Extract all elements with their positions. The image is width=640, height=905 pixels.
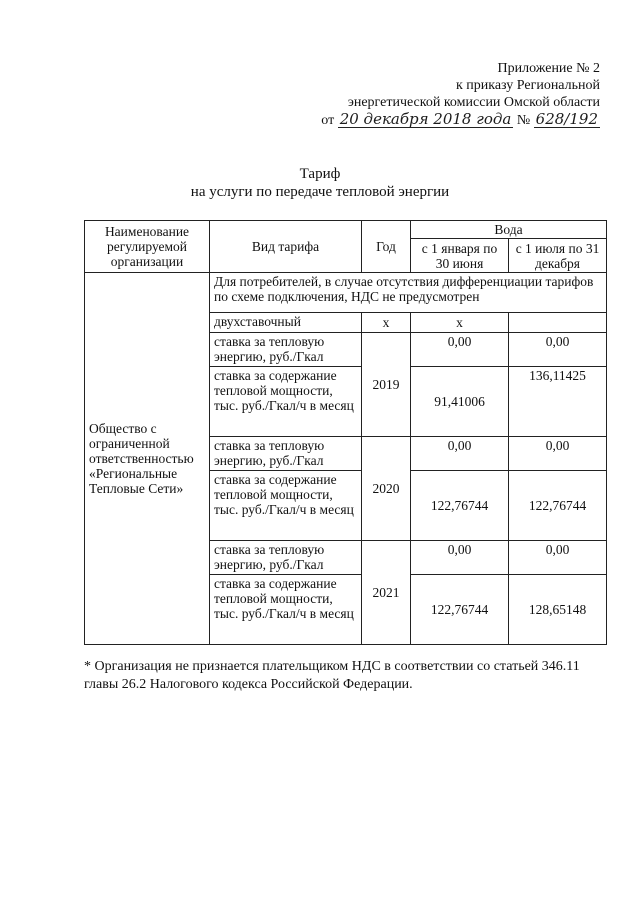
two-rate-period-2 <box>509 313 607 333</box>
appendix-header <box>321 60 600 129</box>
header-year: Год <box>362 221 411 273</box>
order-number-label: № <box>516 113 531 128</box>
vat-footnote: * Организация не признается плательщиком НДС в соответствии со статьей 346.11 главы 26.2 Налогового кодекса Российской Федерации. <box>84 659 580 692</box>
order-number-handwritten: 628/192 <box>535 110 598 128</box>
organization-name: Общество с ограниченной ответственностью «Региональные Тепловые Сети» <box>85 273 210 645</box>
title-main: Тариф <box>299 166 341 182</box>
capacity-rate-label: ставка за содержание тепловой мощности, тыс. руб./Гкал/ч в месяц <box>210 471 362 541</box>
capacity-rate-label: ставка за содержание тепловой мощности, тыс. руб./Гкал/ч в месяц <box>210 575 362 645</box>
two-rate-year: х <box>362 313 411 333</box>
energy-rate-period-1: 0,00 <box>411 437 509 471</box>
year-cell: 2020 <box>362 437 411 541</box>
header-organization: Наименование регулируемой организации <box>85 221 210 273</box>
year-cell: 2021 <box>362 541 411 645</box>
order-date-handwritten: 20 декабря 2018 года <box>339 110 512 128</box>
appendix-number: Приложение № 2 <box>497 61 600 76</box>
tariff-table <box>84 220 607 645</box>
energy-rate-period-1: 0,00 <box>411 541 509 575</box>
year-cell: 2019 <box>362 333 411 437</box>
capacity-rate-label: ставка за содержание тепловой мощности, тыс. руб./Гкал/ч в месяц <box>210 367 362 437</box>
capacity-rate-period-2: 136,11425 <box>509 367 607 437</box>
energy-rate-period-1: 0,00 <box>411 333 509 367</box>
capacity-rate-period-2: 122,76744 <box>509 471 607 541</box>
capacity-rate-period-1: 122,76744 <box>411 471 509 541</box>
two-rate-period-1: х <box>411 313 509 333</box>
energy-rate-label: ставка за тепловую энергию, руб./Гкал <box>210 333 362 367</box>
vat-note-row: Для потребителей, в случае отсутствия дифференциации тарифов по схеме подключения, НДС не предусмотрен <box>210 273 607 313</box>
header-period-1: с 1 января по 30 июня <box>411 239 509 273</box>
order-reference: к приказу Региональной <box>455 78 600 93</box>
header-tariff-type: Вид тарифа <box>210 221 362 273</box>
title-subtitle: на услуги по передаче тепловой энергии <box>190 184 450 200</box>
header-water: Вода <box>411 221 607 239</box>
header-period-2: с 1 июля по 31 декабря <box>509 239 607 273</box>
energy-rate-period-2: 0,00 <box>509 541 607 575</box>
energy-rate-period-2: 0,00 <box>509 333 607 367</box>
energy-rate-label: ставка за тепловую энергию, руб./Гкал <box>210 437 362 471</box>
capacity-rate-period-2: 128,65148 <box>509 575 607 645</box>
energy-rate-label: ставка за тепловую энергию, руб./Гкал <box>210 541 362 575</box>
order-prefix: от <box>321 113 335 128</box>
document-title <box>0 165 640 201</box>
two-rate-label: двухставочный <box>210 313 362 333</box>
capacity-rate-period-1: 91,41006 <box>411 367 509 437</box>
energy-rate-period-2: 0,00 <box>509 437 607 471</box>
commission-name: энергетической комиссии Омской области <box>347 95 600 110</box>
order-date-line <box>321 111 600 129</box>
capacity-rate-period-1: 122,76744 <box>411 575 509 645</box>
